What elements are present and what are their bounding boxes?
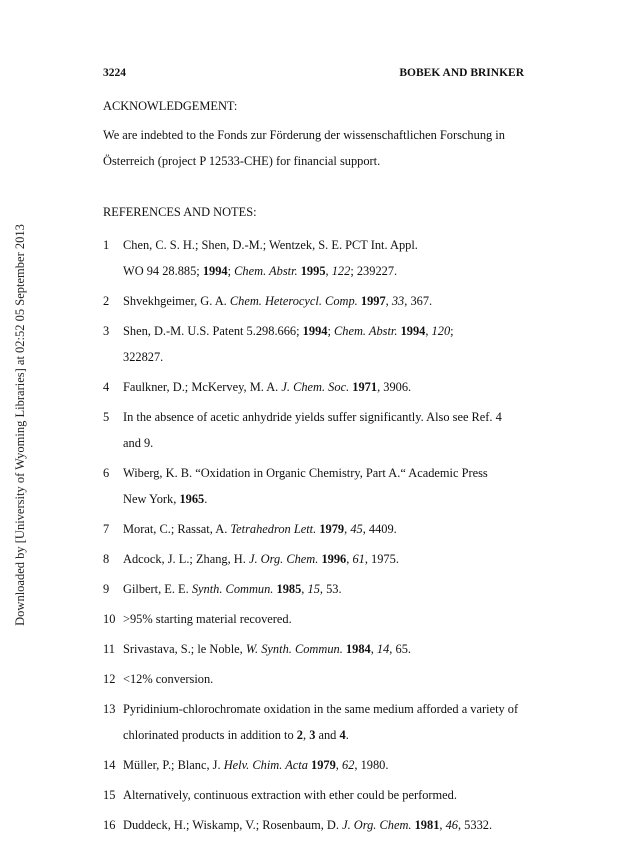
reference-item bbox=[103, 546, 524, 572]
reference-text: Shvekhgeimer, G. A. Chem. Heterocycl. Comp. 1997, 33, 367. bbox=[123, 294, 433, 308]
reference-number: 4 bbox=[103, 380, 110, 394]
reference-number: 8 bbox=[103, 552, 110, 566]
reference-text: Shen, D.-M. U.S. Patent 5.298.666; 1994; Chem. Abstr. 1994, 120; 322827. bbox=[123, 324, 454, 364]
reference-number: 2 bbox=[103, 294, 110, 308]
acknowledgement-text bbox=[103, 122, 524, 174]
reference-item bbox=[103, 404, 524, 456]
reference-item bbox=[103, 812, 524, 838]
reference-number: 9 bbox=[103, 582, 110, 596]
reference-item bbox=[103, 460, 524, 512]
reference-number: 12 bbox=[103, 672, 116, 686]
reference-number: 15 bbox=[103, 788, 116, 802]
references-heading: REFERENCES AND NOTES: bbox=[103, 205, 257, 219]
reference-item bbox=[103, 374, 524, 400]
reference-item bbox=[103, 782, 524, 808]
reference-text: Faulkner, D.; McKervey, M. A. J. Chem. Soc. 1971, 3906. bbox=[123, 380, 412, 394]
reference-text: Wiberg, K. B. “Oxidation in Organic Chemistry, Part A.“ Academic Press New York, 1965. bbox=[123, 466, 488, 506]
reference-number: 3 bbox=[103, 324, 110, 338]
acknowledgement-heading: ACKNOWLEDGEMENT: bbox=[103, 99, 238, 113]
reference-text: Chen, C. S. H.; Shen, D.-M.; Wentzek, S. E. PCT Int. Appl. WO 94 28.885; 1994; Chem. Abstr. 1995, 122; 239227. bbox=[123, 238, 418, 278]
reference-item bbox=[103, 288, 524, 314]
reference-number: 10 bbox=[103, 612, 116, 626]
download-watermark: Downloaded by [University of Wyoming Libraries] at 02:52 05 September 2013 bbox=[13, 224, 27, 626]
reference-text: Srivastava, S.; le Noble, W. Synth. Commun. 1984, 14, 65. bbox=[123, 642, 411, 656]
reference-item bbox=[103, 696, 524, 748]
reference-item bbox=[103, 606, 524, 632]
reference-number: 16 bbox=[103, 818, 116, 832]
reference-number: 6 bbox=[103, 466, 110, 480]
reference-item bbox=[103, 636, 524, 662]
reference-text: Alternatively, continuous extraction with ether could be performed. bbox=[123, 788, 457, 802]
reference-text: In the absence of acetic anhydride yields suffer significantly. Also see Ref. 4 and 9. bbox=[123, 410, 502, 450]
reference-text: Pyridinium-chlorochromate oxidation in the same medium afforded a variety of chlorinated products in addition to 2, 3 and 4. bbox=[123, 702, 519, 742]
reference-text: Gilbert, E. E. Synth. Commun. 1985, 15, 53. bbox=[123, 582, 342, 596]
reference-item bbox=[103, 232, 524, 284]
reference-text: >95% starting material recovered. bbox=[123, 612, 292, 626]
reference-number: 1 bbox=[103, 238, 110, 252]
reference-number: 5 bbox=[103, 410, 110, 424]
reference-list bbox=[103, 232, 524, 838]
reference-text: Adcock, J. L.; Zhang, H. J. Org. Chem. 1996, 61, 1975. bbox=[123, 552, 399, 566]
reference-item bbox=[103, 516, 524, 542]
reference-text: Duddeck, H.; Wiskamp, V.; Rosenbaum, D. J. Org. Chem. 1981, 46, 5332. bbox=[123, 818, 493, 832]
reference-text: Morat, C.; Rassat, A. Tetrahedron Lett. 1979, 45, 4409. bbox=[123, 522, 397, 536]
page-content bbox=[103, 98, 524, 842]
acknowledgement-line: Österreich (project P 12533-CHE) for financial support. bbox=[103, 154, 381, 168]
running-title: BOBEK AND BRINKER bbox=[399, 67, 524, 79]
reference-text: Müller, P.; Blanc, J. Helv. Chim. Acta 1979, 62, 1980. bbox=[123, 758, 389, 772]
reference-text: <12% conversion. bbox=[123, 672, 214, 686]
reference-item bbox=[103, 666, 524, 692]
reference-item bbox=[103, 576, 524, 602]
reference-number: 7 bbox=[103, 522, 110, 536]
page-number: 3224 bbox=[103, 67, 126, 79]
reference-item bbox=[103, 318, 524, 370]
reference-number: 14 bbox=[103, 758, 116, 772]
reference-number: 11 bbox=[103, 642, 115, 656]
reference-item bbox=[103, 752, 524, 778]
reference-number: 13 bbox=[103, 702, 116, 716]
acknowledgement-line: We are indebted to the Fonds zur Förderung der wissenschaftlichen Forschung in bbox=[103, 128, 505, 142]
